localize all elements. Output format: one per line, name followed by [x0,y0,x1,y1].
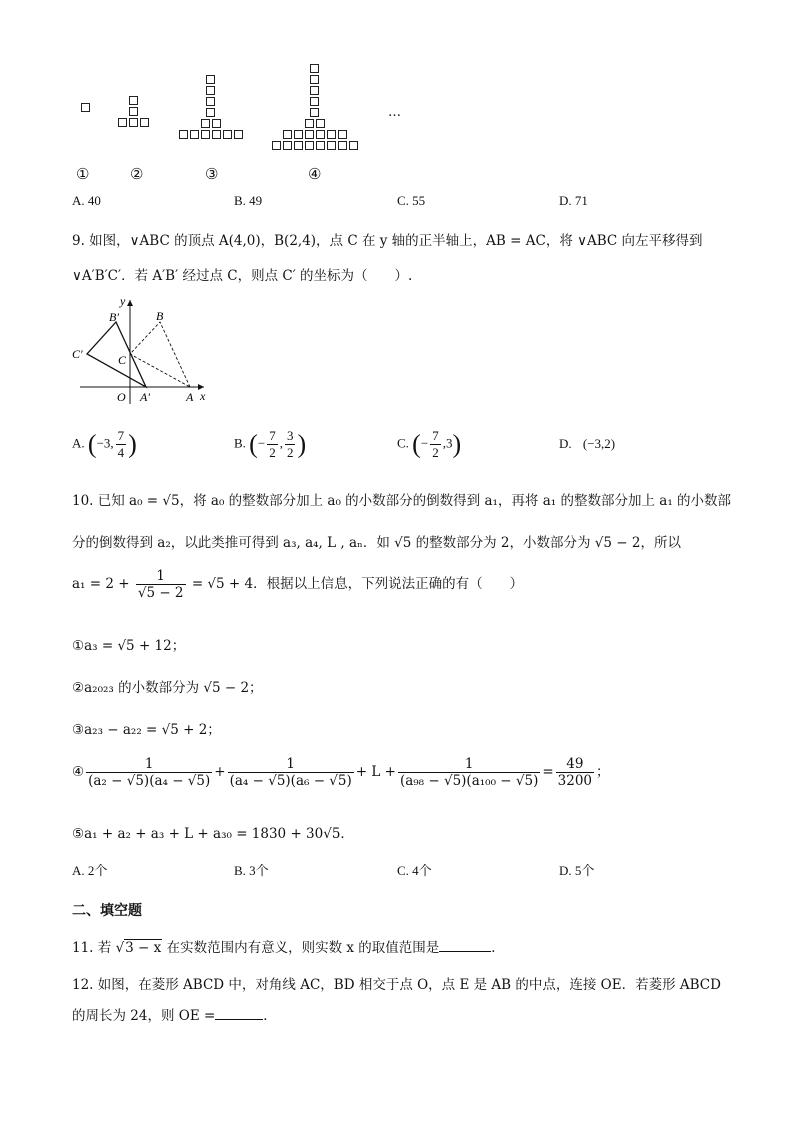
option-a[interactable]: A. 40 [72,193,101,208]
y-axis-arrow [127,300,133,306]
statement-4-label: ④ [72,764,85,780]
semicolon: ； [596,764,610,780]
q11-answer-blank[interactable] [439,951,491,952]
q12-line-1: 12. 如图，在菱形 ABCD 中，对角线 AC，BD 相交于点 O，点 E 是 AB 的中点，连接 OE．若菱形 ABCD [72,977,721,993]
minus-sign: − [257,435,266,451]
statement-4 [72,756,610,789]
q9-triangle-diagram [70,294,210,406]
pattern-square [212,130,221,139]
frac-num: 1 [398,756,540,773]
frac-den: 3200 [557,773,593,789]
pattern-square [81,103,90,112]
section-heading: 二、填空题 [72,903,142,919]
pattern-square [234,130,243,139]
frac-den: (a₉₈ − √5)(a₁₀₀ − √5) [399,773,539,789]
q9-line-1: 9. 如图，∨ABC 的顶点 A(4,0)，B(2,4)，点 C 在 y 轴的正半轴上，AB = AC，将 ∨ABC 向左平移得到 [72,233,703,249]
frac-den: 2 [269,445,276,460]
q9-options [72,428,732,468]
statement-5: ⑤a₁ + a₂ + a₃ + L + a₃₀ = 1830 + 30√5． [72,826,354,842]
q10-a1-rhs: = √5 + 4．根据以上信息，下列说法正确的有（ ） [191,576,524,592]
pattern-square [129,96,138,105]
pattern-square [212,119,221,128]
option-d[interactable]: D. 71 [559,193,588,208]
q12-line-2 [72,1004,277,1024]
triangle-abc [130,322,190,387]
pattern-square [327,130,336,139]
option-letter: B. [234,435,246,451]
frac-num: 49 [556,756,594,773]
q12-answer-blank[interactable] [215,1019,263,1020]
frac-num: 7 [269,428,276,443]
q12-end: ． [263,1008,277,1024]
pattern-square [310,97,319,106]
figure-label-4: ④ [308,165,322,183]
frac-den: 2 [286,445,294,460]
option-a[interactable]: A. (−3, $\frac{7}{4}$ ) [72,428,137,460]
frac-num: 1 [86,756,212,773]
q11-radicand: 3 − x [125,940,162,956]
label-b: B [156,309,164,323]
q11-text-post: 在实数范围内有意义，则实数 x 的取值范围是 [162,940,440,956]
pattern-square [310,86,319,95]
frac-den: (a₄ − √5)(a₆ − √5) [229,773,352,789]
q11-text-pre: 11. 若 [72,940,116,956]
pattern-square [129,107,138,116]
pattern-square [305,141,314,150]
pattern-square [294,141,303,150]
frac-num: 1 [228,756,354,773]
figure-label-3: ③ [205,165,219,183]
pattern-square [283,130,292,139]
frac-den: √5 − 2 [137,585,184,601]
pattern-square [305,130,314,139]
statement-1: ①a₃ = √5 + 12； [72,638,186,654]
pattern-square [310,75,319,84]
option-value: −3, [96,435,114,451]
q10-line-3 [72,568,523,601]
label-x: x [200,389,206,403]
option-tail: ,3 [442,435,453,451]
q11-line: 11. 若 √3 − x 在实数范围内有意义，则实数 x 的取值范围是 ． [72,940,505,956]
frac-num: 3 [286,428,294,443]
pattern-square [179,130,188,139]
pattern-square [305,119,314,128]
label-a: A [186,390,194,404]
frac-num: 7 [117,428,125,443]
statement-3: ③a₂₃ − a₂₂ = √5 + 2； [72,722,221,738]
q11-end: ． [491,940,505,956]
figure-label-1: ① [76,165,90,183]
option-letter: C. [397,435,409,451]
pattern-square [118,118,127,127]
series-dots: + L + [355,764,396,780]
figure-label-2: ② [130,165,144,183]
pattern-square [316,141,325,150]
label-c: C [118,353,127,367]
frac-num: 1 [136,568,186,585]
pattern-square [129,118,138,127]
option-a[interactable]: A. 2个 [72,863,108,878]
option-b[interactable]: B. 3个 [234,863,269,878]
pattern-square [140,118,149,127]
pattern-square [316,130,325,139]
pattern-square [327,141,336,150]
pattern-square [310,108,319,117]
option-c[interactable]: C. 4个 [397,863,432,878]
option-value: (−3,2) [582,436,616,451]
q8-options [72,193,732,213]
frac-den: (a₂ − √5)(a₄ − √5) [88,773,211,789]
pattern-square [283,141,292,150]
frac-den: 4 [117,445,125,460]
q10-a1-lhs: a₁ = 2 + [72,576,130,592]
label-b-prime: B′ [109,310,119,324]
pattern-square [310,64,319,73]
q10-line-2: 分的倒数得到 a₂，以此类推可得到 a₃, a₄, L , aₙ．如 √5 的整数部分为 2，小数部分为 √5 − 2，所以 [72,535,681,551]
option-b[interactable]: B. 49 [234,193,263,208]
equals-sign: = [542,764,554,780]
minus-sign: − [420,435,429,451]
option-c[interactable]: C. 55 [397,193,426,208]
pattern-square [206,86,215,95]
pattern-square [316,119,325,128]
pattern-square [349,141,358,150]
option-c[interactable]: C. (− $\frac{7}{2}$ ,3) [397,428,462,460]
pattern-square [206,75,215,84]
q9-line-2: ∨A′B′C′．若 A′B′ 经过点 C，则点 C′ 的坐标为（ ）. [72,268,413,284]
q8-pattern-figure [70,55,401,155]
label-a-prime: A′ [140,390,150,404]
pattern-square [206,97,215,106]
statement-2: ②a₂₀₂₃ 的小数部分为 √5 − 2； [72,680,263,696]
label-c-prime: C′ [72,347,83,361]
option-letter: A. [72,435,85,451]
frac-num: 7 [432,428,439,443]
frac-den: 2 [432,445,439,460]
pattern-square [223,130,232,139]
q10-line-1: 10. 已知 a₀ = √5，将 a₀ 的整数部分加上 a₀ 的小数部分的倒数得到 a₁，再将 a₁ 的整数部分加上 a₁ 的小数部 [72,493,732,509]
pattern-square [338,141,347,150]
pattern-square [190,130,199,139]
q10-options [72,860,732,880]
option-d[interactable] [559,436,615,452]
pattern-square [201,130,210,139]
triangle-a-prime-b-prime-c-prime [87,322,146,387]
label-y: y [120,294,126,308]
pattern-square [206,108,215,117]
plus-sign: + [214,764,226,780]
ellipsis: … [388,105,401,120]
pattern-square [201,119,210,128]
option-b[interactable]: B. (− $\frac{7}{2}$ , $\frac{3}{2}$ ) [234,428,307,460]
option-d[interactable]: D. 5个 [559,863,595,878]
q12-text: 的周长为 24，则 OE = [72,1008,216,1024]
pattern-square [294,130,303,139]
pattern-square [338,130,347,139]
option-letter: D. [559,436,572,451]
label-o: O [117,390,126,404]
pattern-square [272,141,281,150]
